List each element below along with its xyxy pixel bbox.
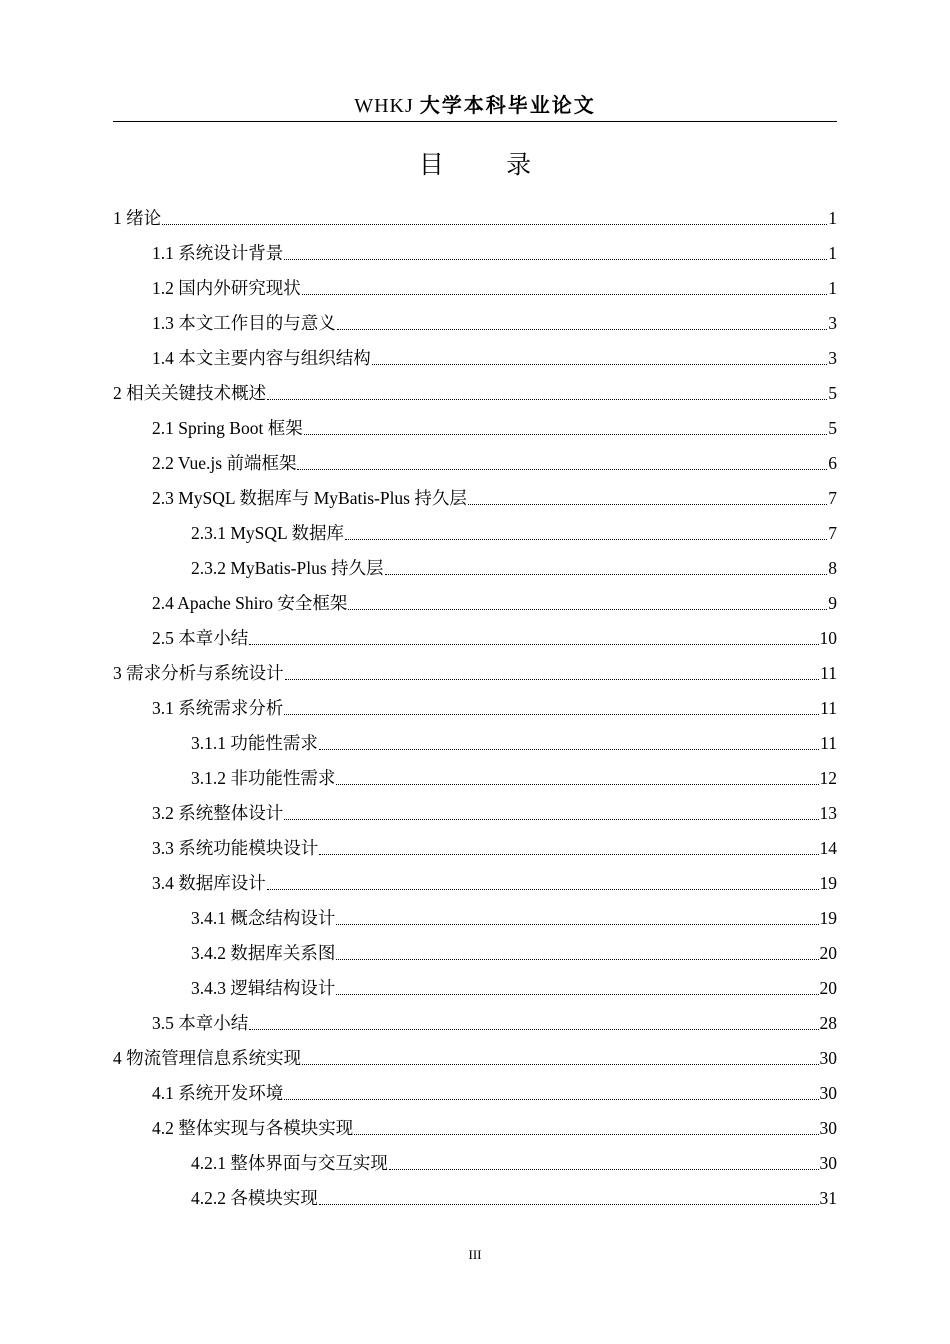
toc-entry[interactable] [113, 656, 837, 691]
toc-leader-dots [336, 924, 818, 925]
toc-leader-dots [468, 504, 827, 505]
toc-entry-page: 10 [819, 628, 837, 648]
toc-entry[interactable] [113, 831, 837, 866]
toc-entry-page: 30 [819, 1083, 837, 1103]
toc-entry-label: 3.3 系统功能模块设计 [152, 838, 319, 858]
toc-entry[interactable] [113, 586, 837, 621]
toc-entry-label: 1.2 国内外研究现状 [152, 278, 301, 298]
toc-entry-label: 4.2 整体实现与各模块实现 [152, 1118, 354, 1138]
toc-entry[interactable] [113, 691, 837, 726]
toc-entry-page: 30 [819, 1153, 837, 1173]
toc-leader-dots [249, 1029, 818, 1030]
toc-entry-label: 1.3 本文工作目的与意义 [152, 313, 336, 333]
toc-entry-label: 3.4 数据库设计 [152, 873, 266, 893]
toc-entry-label: 4.2.1 整体界面与交互实现 [191, 1153, 388, 1173]
toc-entry[interactable] [113, 341, 837, 376]
toc-entry-page: 11 [820, 733, 837, 753]
toc-leader-dots [249, 644, 818, 645]
toc-entry-label: 3.5 本章小结 [152, 1013, 249, 1033]
toc-entry-page: 30 [819, 1048, 837, 1068]
toc-leader-dots [162, 224, 827, 225]
toc-entry[interactable] [113, 761, 837, 796]
toc-leader-dots [304, 434, 828, 435]
toc-entry-label: 4.1 系统开发环境 [152, 1083, 284, 1103]
toc-entry[interactable] [113, 1041, 837, 1076]
toc-entry-label: 2.3.2 MyBatis-Plus 持久层 [191, 558, 384, 578]
toc-entry[interactable] [113, 621, 837, 656]
toc-entry-label: 3 需求分析与系统设计 [113, 663, 284, 683]
toc-entry-page: 12 [819, 768, 837, 788]
toc-leader-dots [345, 539, 827, 540]
toc-entry[interactable] [113, 201, 837, 236]
toc-entry[interactable] [113, 411, 837, 446]
toc-entry-page: 7 [828, 523, 837, 543]
toc-entry[interactable] [113, 1146, 837, 1181]
toc-leader-dots [284, 819, 818, 820]
toc-entry-page: 9 [828, 593, 837, 613]
toc-entry-label: 2.1 Spring Boot 框架 [152, 418, 303, 438]
toc-entry-page: 31 [819, 1188, 837, 1208]
toc-entry-label: 2.4 Apache Shiro 安全框架 [152, 593, 348, 613]
toc-entry-page: 13 [819, 803, 837, 823]
toc-entry[interactable] [113, 936, 837, 971]
toc-entry-page: 3 [828, 348, 837, 368]
toc-leader-dots [297, 469, 827, 470]
toc-entry[interactable] [113, 271, 837, 306]
toc-entry-page: 19 [819, 873, 837, 893]
toc-leader-dots [285, 679, 820, 680]
toc-leader-dots [319, 749, 819, 750]
toc-leader-dots [372, 364, 828, 365]
toc-entry[interactable] [113, 446, 837, 481]
page-title: 目 录 [418, 152, 560, 179]
toc-leader-dots [267, 889, 819, 890]
toc-leader-dots [385, 574, 828, 575]
toc-entry-page: 1 [828, 243, 837, 263]
toc-entry[interactable] [113, 376, 837, 411]
toc-entry[interactable] [113, 971, 837, 1006]
toc-leader-dots [284, 1099, 818, 1100]
toc-leader-dots [302, 294, 828, 295]
toc-entry[interactable] [113, 1181, 837, 1216]
toc-entry-page: 3 [828, 313, 837, 333]
toc-entry-page: 20 [819, 978, 837, 998]
toc-entry[interactable] [113, 866, 837, 901]
toc-entry-page: 1 [828, 278, 837, 298]
toc-entry-page: 30 [819, 1118, 837, 1138]
toc-entry-page: 8 [828, 558, 837, 578]
toc-entry-label: 4 物流管理信息系统实现 [113, 1048, 302, 1068]
toc-leader-dots [319, 854, 818, 855]
toc-entry-label: 3.4.3 逻辑结构设计 [191, 978, 336, 998]
toc-entry[interactable] [113, 1006, 837, 1041]
toc-entry[interactable] [113, 551, 837, 586]
toc-entry-page: 19 [819, 908, 837, 928]
toc-entry[interactable] [113, 236, 837, 271]
toc-entry-label: 1 绪论 [113, 208, 162, 228]
toc-entry-label: 3.1.2 非功能性需求 [191, 768, 336, 788]
toc-entry[interactable] [113, 1111, 837, 1146]
toc-entry-page: 20 [819, 943, 837, 963]
toc-entry-label: 3.2 系统整体设计 [152, 803, 284, 823]
toc-leader-dots [336, 994, 818, 995]
toc-entry[interactable] [113, 1076, 837, 1111]
toc-entry[interactable] [113, 516, 837, 551]
toc-leader-dots [389, 1169, 819, 1170]
toc-leader-dots [336, 784, 818, 785]
toc-entry-label: 2.2 Vue.js 前端框架 [152, 453, 297, 473]
toc-entry[interactable] [113, 726, 837, 761]
toc-entry[interactable] [113, 901, 837, 936]
header-latin: WHKJ [354, 95, 414, 117]
toc-entry-label: 3.4.2 数据库关系图 [191, 943, 336, 963]
toc-entry-label: 3.1 系统需求分析 [152, 698, 284, 718]
toc-leader-dots [319, 1204, 819, 1205]
table-of-contents [113, 201, 837, 1216]
toc-entry[interactable] [113, 306, 837, 341]
toc-entry-label: 3.4.1 概念结构设计 [191, 908, 336, 928]
toc-entry-label: 1.1 系统设计背景 [152, 243, 284, 263]
toc-entry-label: 4.2.2 各模块实现 [191, 1188, 318, 1208]
toc-leader-dots [284, 259, 827, 260]
running-header [113, 93, 837, 122]
toc-entry-page: 7 [828, 488, 837, 508]
header-university-title: 大学本科毕业论文 [419, 95, 596, 117]
toc-leader-dots [337, 329, 828, 330]
toc-leader-dots [354, 1134, 818, 1135]
toc-entry-page: 14 [819, 838, 837, 858]
toc-leader-dots [284, 714, 819, 715]
toc-entry-label: 2.3.1 MySQL 数据库 [191, 523, 344, 543]
toc-leader-dots [267, 399, 827, 400]
toc-entry[interactable] [113, 481, 837, 516]
toc-entry-page: 6 [828, 453, 837, 473]
toc-leader-dots [348, 609, 827, 610]
toc-entry-page: 28 [819, 1013, 837, 1033]
toc-entry-page: 5 [828, 418, 837, 438]
toc-entry-label: 2.3 MySQL 数据库与 MyBatis-Plus 持久层 [152, 488, 467, 508]
toc-entry[interactable] [113, 796, 837, 831]
page-number: III [468, 1247, 482, 1262]
toc-entry-label: 3.1.1 功能性需求 [191, 733, 318, 753]
toc-entry-page: 5 [828, 383, 837, 403]
toc-entry-label: 2.5 本章小结 [152, 628, 249, 648]
toc-entry-label: 2 相关关键技术概述 [113, 383, 267, 403]
toc-entry-page: 11 [820, 663, 837, 683]
toc-leader-dots [336, 959, 818, 960]
toc-entry-label: 1.4 本文主要内容与组织结构 [152, 348, 371, 368]
toc-leader-dots [302, 1064, 818, 1065]
toc-entry-page: 11 [820, 698, 837, 718]
toc-entry-page: 1 [828, 208, 837, 228]
header-text [113, 93, 837, 119]
